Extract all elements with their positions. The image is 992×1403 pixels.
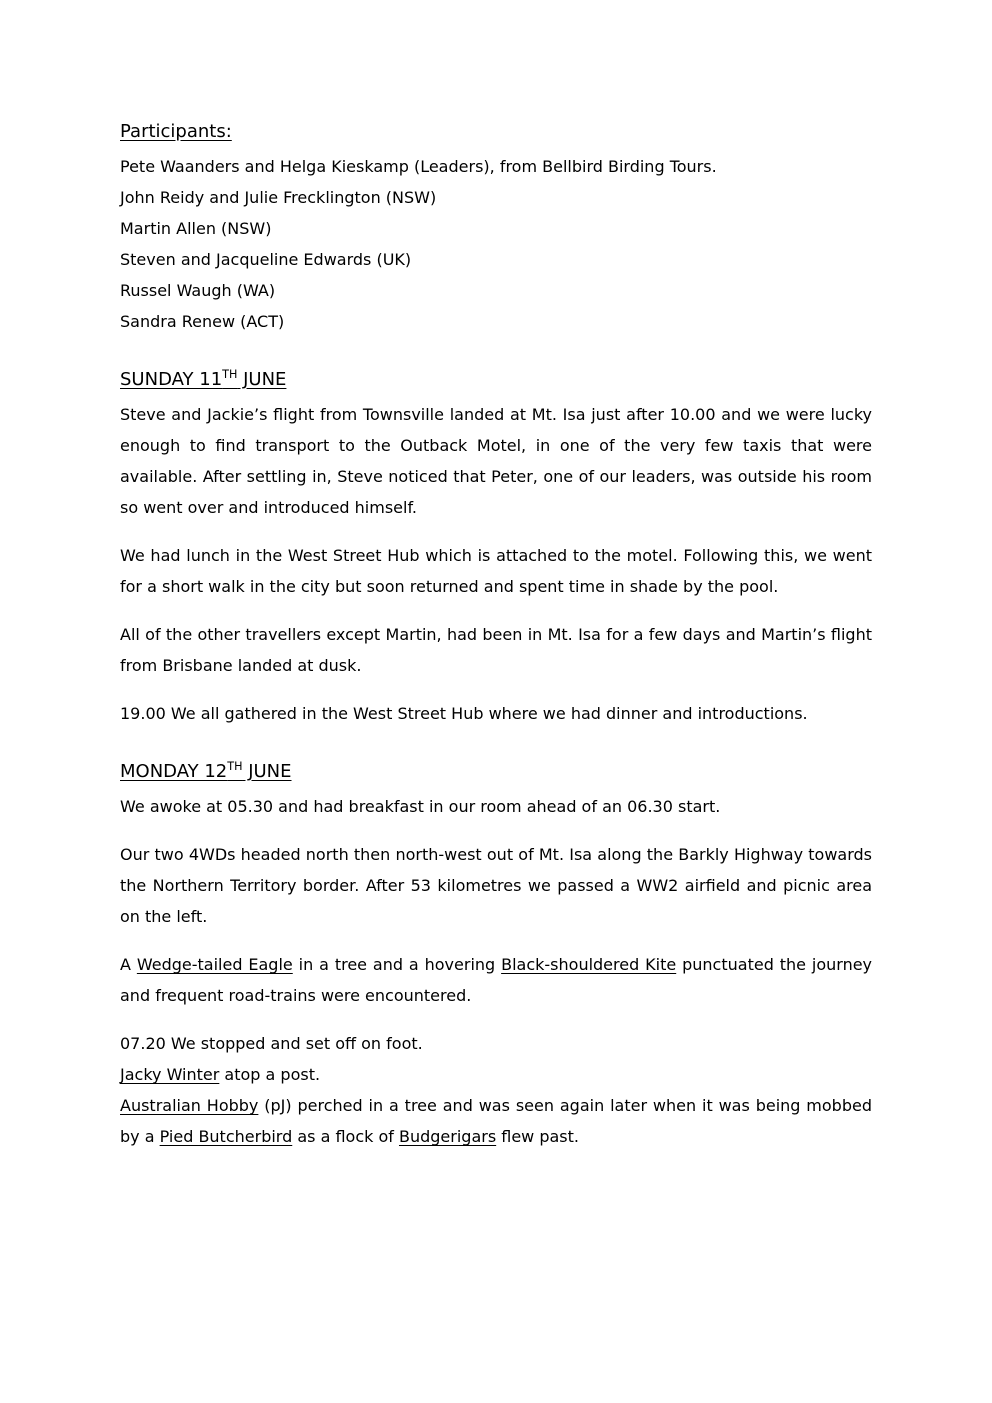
participant-line-renew: Sandra Renew (ACT) [120,312,285,331]
paragraph-monday-drive: Our two 4WDs headed north then north-west out of Mt. Isa along the Barkly Highway towards the Northern Territory border. After 53 kilometres we passed a WW2 airfield and picnic area on the left. [120,845,872,926]
sighting-line-australian-hobby: Australian Hobby (pJ) perched in a tree and was seen again later when it was being mobbed by a Pied Butcherbird as a flock of Budgerigars flew past. [120,1096,872,1146]
sunday-heading [120,364,872,395]
monday-section [120,756,872,1152]
participant-line-allen: Martin Allen (NSW) [120,219,272,238]
paragraph-sunday-arrival: Steve and Jackie’s flight from Townsville landed at Mt. Isa just after 10.00 and we were lucky enough to find transport to the Outback Motel, in one of the very few taxis that were available. After settling in, Steve noticed that Peter, one of our leaders, was outside his room so went over and introduced himself. [120,405,872,517]
monday-heading [120,756,872,787]
sunday-heading-text: SUNDAY 11TH JUNE [120,368,287,390]
participant-line-edwards: Steven and Jacqueline Edwards (UK) [120,250,412,269]
sighting-line-jacky-winter: Jacky Winter atop a post. [120,1065,321,1084]
sighting-line-stop: 07.20 We stopped and set off on foot. [120,1034,423,1053]
sunday-section [120,364,872,729]
sightings-block [120,1028,872,1152]
participant-line-reidy-frecklington: John Reidy and Julie Frecklington (NSW) [120,188,437,207]
paragraph-monday-birds: A Wedge-tailed Eagle in a tree and a hovering Black-shouldered Kite punctuated the journey and frequent road-trains were encountered. [120,955,873,1005]
participant-line-leaders: Pete Waanders and Helga Kieskamp (Leaders), from Bellbird Birding Tours. [120,157,717,176]
paragraph-sunday-travellers: All of the other travellers except Martin, had been in Mt. Isa for a few days and Martin’s flight from Brisbane landed at dusk. [120,625,872,675]
paragraph-sunday-lunch: We had lunch in the West Street Hub which is attached to the motel. Following this, we went for a short walk in the city but soon returned and spent time in shade by the pool. [120,546,872,596]
paragraph-sunday-dinner: 19.00 We all gathered in the West Street Hub where we had dinner and introductions. [120,704,808,723]
participants-heading [120,116,872,147]
paragraph-monday-wake: We awoke at 05.30 and had breakfast in our room ahead of an 06.30 start. [120,797,721,816]
participant-line-waugh: Russel Waugh (WA) [120,281,276,300]
participants-section [120,116,872,337]
participants-heading-text: Participants: [120,121,232,142]
monday-heading-text: MONDAY 12TH JUNE [120,760,292,782]
